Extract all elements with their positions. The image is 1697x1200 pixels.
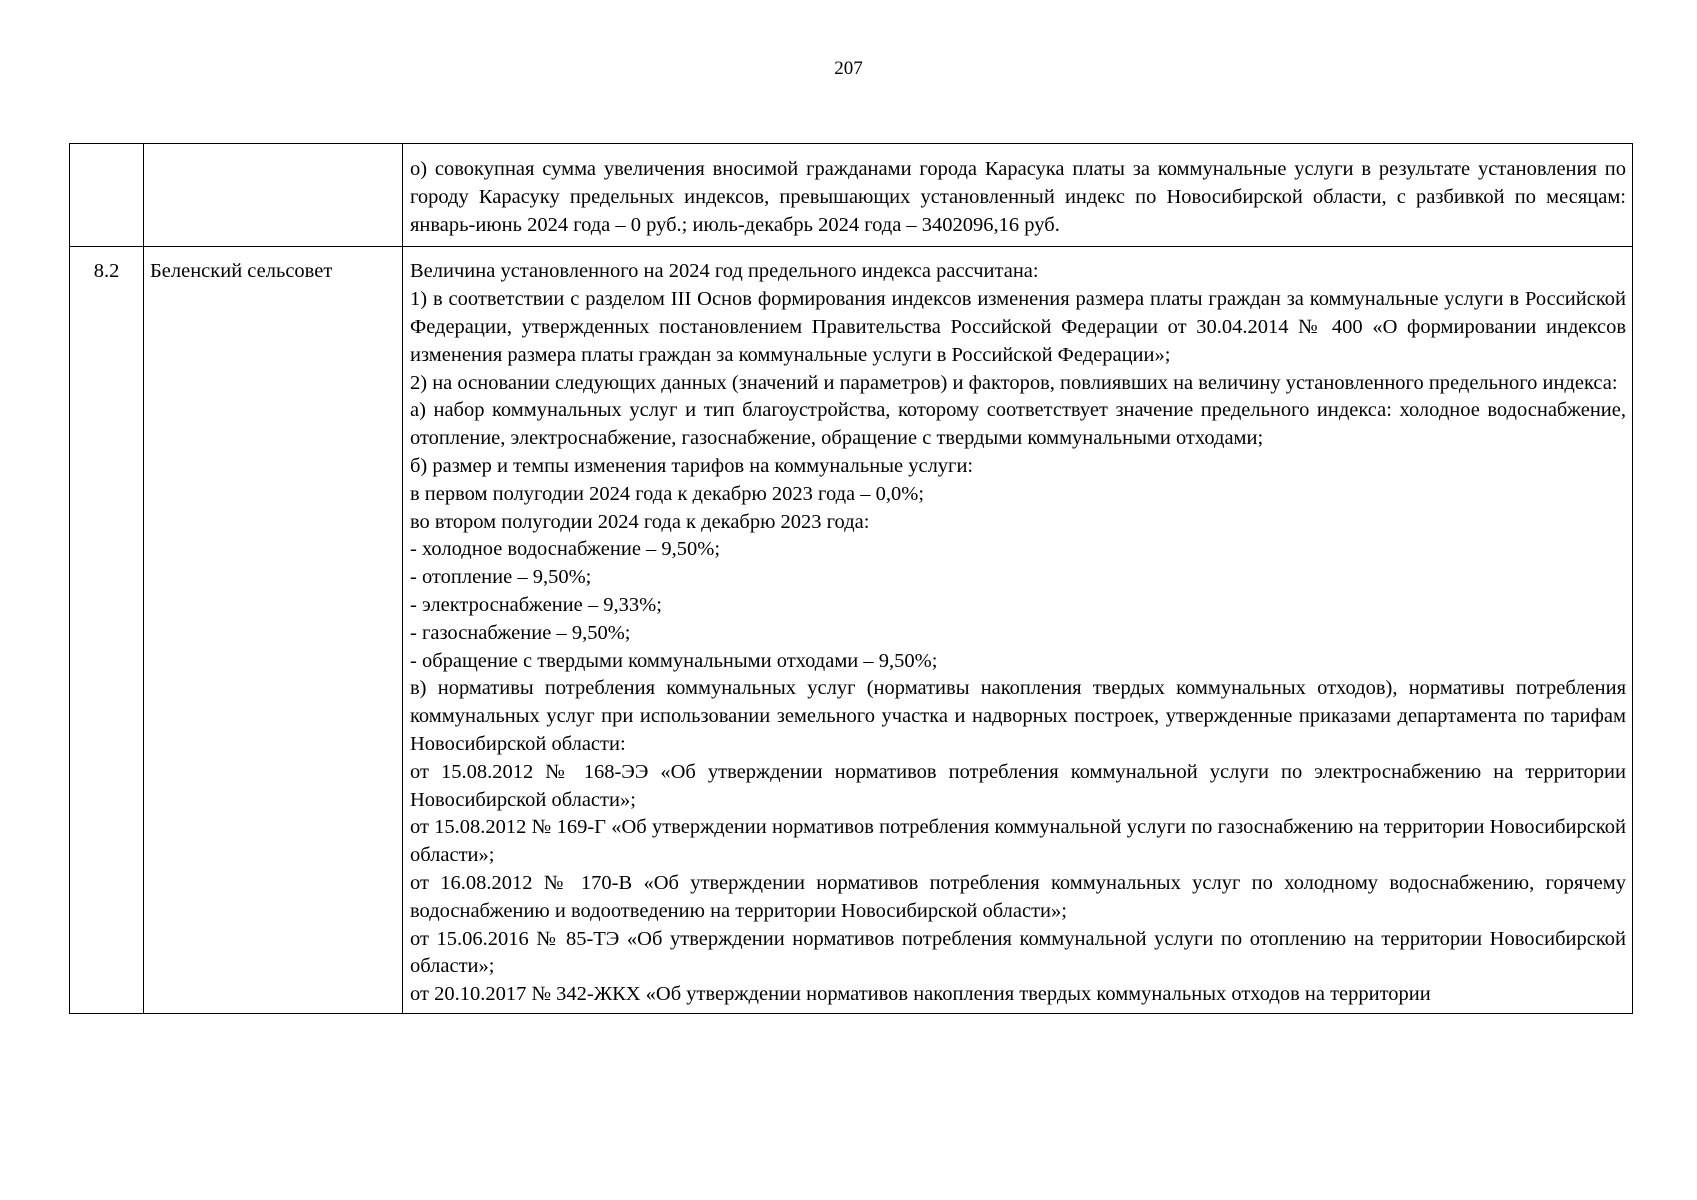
paragraph: в первом полугодии 2024 года к декабрю 2023 года – 0,0%; [410,482,925,505]
paragraph: во втором полугодии 2024 года к декабрю 2023 года: [410,510,870,533]
order-reference: от 15.08.2012 № 169-Г «Об утверждении нормативов потребления коммунальной услуги по газоснабжению на территории Новосибирской области»; [410,816,1626,867]
municipality-name-cell: Беленский сельсовет [144,247,403,1014]
list-item: - отопление – 9,50%; [410,566,592,589]
paragraph: 2) на основании следующих данных (значений и параметров) и факторов, повлиявших на величину установленного предельного индекса: [410,371,1618,394]
list-item: - холодное водоснабжение – 9,50%; [410,538,721,561]
paragraph: Величина установленного на 2024 год предельного индекса рассчитана: [410,260,1039,283]
document-table [69,143,1633,1014]
paragraph: 1) в соответствии с разделом III Основ формирования индексов изменения размера платы граждан за коммунальные услуги в Российской Федерации, утвержденных постановлением Правительства Российской Федерации от 30.04.2014 № 400 «О формировании индексов изменения размера платы граждан за коммунальные услуги в Российской Федерации»; [410,288,1626,366]
paragraph: в) нормативы потребления коммунальных услуг (нормативы накопления твердых коммунальных отходов), нормативы потребления коммунальных услуг при использовании земельного участка и надворных построек, утвержденные приказами департамента по тарифам Новосибирской области: [410,677,1626,755]
description-cell [403,247,1633,1014]
paragraph: а) набор коммунальных услуг и тип благоустройства, которому соответствует значение предельного индекса: холодное водоснабжение, отопление, электроснабжение, газоснабжение, обращение с твердыми коммунальными отходами; [410,399,1626,450]
order-reference: от 15.06.2016 № 85-ТЭ «Об утверждении нормативов потребления коммунальной услуги по отоплению на территории Новосибирской области»; [410,927,1626,978]
table-row [70,247,1633,1014]
municipality-name-cell [144,144,403,247]
page-number: 207 [834,58,863,79]
order-reference: от 15.08.2012 № 168-ЭЭ «Об утверждении нормативов потребления коммунальной услуги по электроснабжению на территории Новосибирской области»; [410,760,1626,811]
paragraph: о) совокупная сумма увеличения вносимой гражданами города Карасука платы за коммунальные услуги в результате установления по городу Карасуку предельных индексов, превышающих установленный индекс по Новосибирской области, с разбивкой по месяцам: январь-июнь 2024 года – 0 руб.; июль-декабрь 2024 года – 3402096,16 руб. [410,158,1626,236]
list-item: - электроснабжение – 9,33%; [410,593,662,616]
table-row [70,144,1633,247]
order-reference: от 20.10.2017 № 342-ЖКХ «Об утверждении нормативов накопления твердых коммунальных отходов на территории [410,983,1431,1006]
order-reference: от 16.08.2012 № 170-В «Об утверждении нормативов потребления коммунальных услуг по холодному водоснабжению, горячему водоснабжению и водоотведению на территории Новосибирской области»; [410,871,1626,922]
row-number-cell [70,144,144,247]
list-item: - обращение с твердыми коммунальными отходами – 9,50%; [410,649,938,672]
description-cell [403,144,1633,247]
paragraph: б) размер и темпы изменения тарифов на коммунальные услуги: [410,454,974,477]
list-item: - газоснабжение – 9,50%; [410,621,631,644]
row-number-cell: 8.2 [70,247,144,1014]
